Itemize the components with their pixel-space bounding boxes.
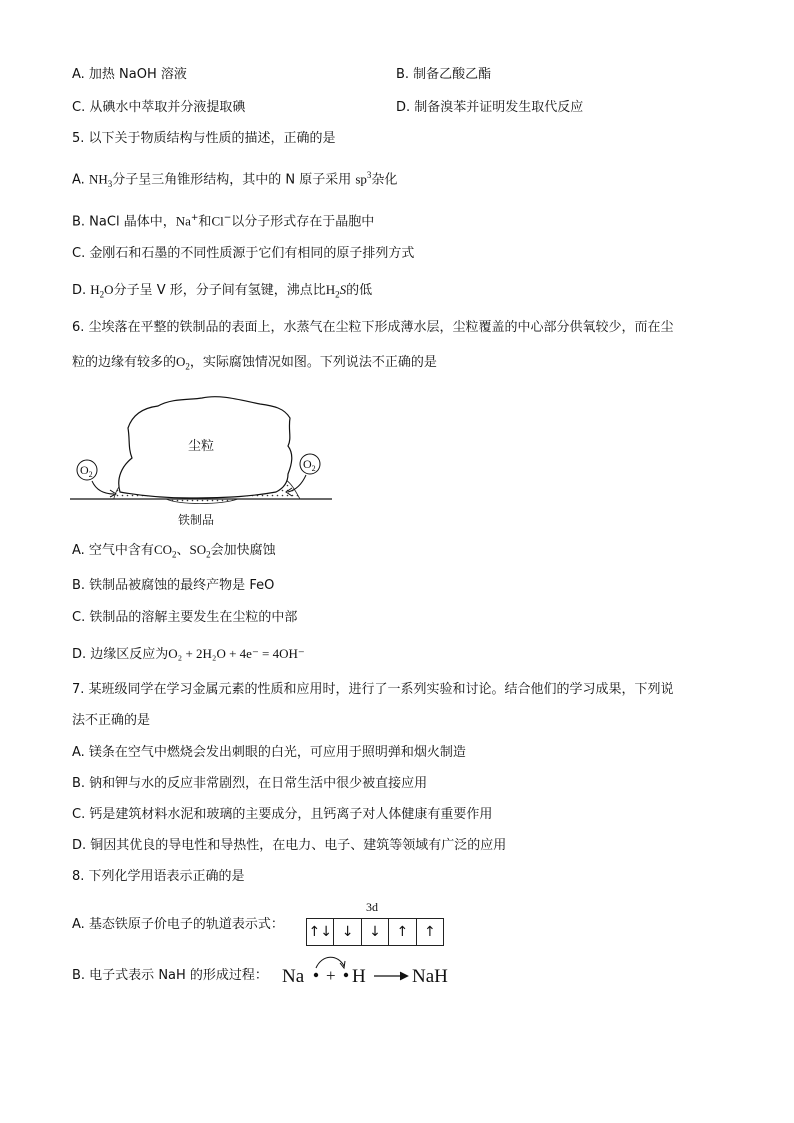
q6-a-end: 会加快腐蚀 (210, 543, 276, 558)
nah-formation-diagram (282, 950, 462, 990)
o2-label-right: $O_2$ (303, 457, 316, 473)
orbital-box: ↓ (362, 919, 389, 945)
q6-stem-end: ，实际腐蚀情况如图。下列说法不正确的是 (189, 355, 437, 370)
orbital-box: ↑ (389, 919, 416, 945)
q5-stem: 5. 以下关于物质结构与性质的描述，正确的是 (72, 131, 336, 146)
q6-option-c: C. 铁制品的溶解主要发生在尘粒的中部 (72, 610, 298, 625)
q6-option-d (72, 645, 305, 664)
q7-option-b: B. 钠和钾与水的反应非常剧烈，在日常生活中很少被直接应用 (72, 776, 428, 791)
q6-a-co: CO (153, 542, 172, 557)
q5-b-prefix: B. NaCl 晶体中， (72, 214, 176, 230)
q6-a-sub2: 2 (206, 549, 211, 560)
q5-b-end: 以分子形式存在于晶胞中 (231, 214, 375, 230)
q5-d-prefix: D. (72, 283, 91, 298)
q5-a-text: 分子呈三角锥形结构，其中的 N 原子采用 (112, 172, 356, 188)
q8-option-b: B. 电子式表示 NaH 的形成过程： (72, 968, 268, 983)
q5-b-and: 和 (198, 214, 212, 230)
na-symbol: Na (282, 966, 305, 987)
q4-option-a: A. 加热 NaOH 溶液 (72, 67, 187, 82)
q5-b-minus: − (223, 213, 232, 223)
q6-option-b: B. 铁制品被腐蚀的最终产物是 FeO (72, 578, 275, 593)
q5-b-plus: + (190, 213, 199, 223)
q5-option-b (72, 209, 374, 231)
q6-option-a (72, 541, 276, 564)
q4-option-d: D. 制备溴苯并证明发生取代反应 (396, 100, 584, 115)
reaction-arrowhead (400, 972, 408, 980)
q5-d-o: O (104, 282, 114, 297)
q7-stem-line1: 7. 某班级同学在学习金属元素的性质和应用时，进行了一系列实验和讨论。结合他们的学习成果，下列说 (72, 682, 674, 697)
q6-d-prefix: D. 边缘区反应为 (72, 647, 169, 662)
q5-d-sub: 2 (99, 289, 105, 300)
q5-a-prefix: A. (72, 172, 89, 188)
q5-a-sub: 3 (107, 178, 113, 189)
h-symbol: H (352, 966, 366, 987)
q6-stem-line1: 6. 尘埃落在平整的铁制品的表面上，水蒸气在尘粒下形成薄水层，尘粒覆盖的中心部分供氧较少，而在尘 (72, 320, 674, 335)
q7-option-d: D. 铜因其优良的导电性和导热性，在电力、电子、建筑等领域有广泛的应用 (72, 838, 507, 853)
q6-a-sub1: 2 (172, 549, 177, 560)
q6-a-prefix: A. 空气中含有 (72, 543, 154, 558)
arrow-left (92, 481, 114, 494)
plus-sign: + (326, 966, 336, 985)
q5-a-formula: NH (88, 171, 108, 187)
o2-label-left: $O_2$ (80, 463, 93, 479)
iron-label: 铁制品 (178, 513, 215, 527)
q6-d-equation: O₂ + 2H₂O + 4e⁻ = 4OH⁻ (168, 646, 305, 661)
q5-d-s: S (339, 282, 347, 297)
corrosion-pit (166, 499, 238, 504)
h-electron-dot (344, 973, 348, 977)
q4-option-b: B. 制备乙酸乙酯 (396, 67, 492, 82)
orbital-diagram (306, 918, 444, 946)
q5-a-sup: 3 (366, 170, 372, 180)
q6-stem-line2 (72, 353, 437, 376)
q8-option-a: A. 基态铁原子价电子的轨道表示式： (72, 917, 284, 932)
q5-d-end: 的低 (346, 283, 373, 298)
q6-stem-pre: 粒的边缘有较多的 (72, 355, 177, 370)
orbital-label-3d: 3d (366, 900, 378, 914)
q7-option-c: C. 钙是建筑材料水泥和玻璃的主要成分，且钙离子对人体健康有重要作用 (72, 807, 493, 822)
q7-option-a: A. 镁条在空气中燃烧会发出刺眼的白光，可应用于照明弹和烟火制造 (72, 745, 466, 760)
q5-b-cl: Cl (211, 213, 224, 229)
dust-corrosion-figure (70, 388, 340, 533)
orbital-box: ↑ (423, 924, 436, 940)
q8-stem: 8. 下列化学用语表示正确的是 (72, 869, 245, 884)
q6-stem-sub: 2 (185, 361, 190, 372)
q5-option-d (72, 281, 372, 304)
q5-b-na: Na (175, 213, 191, 229)
transfer-arrowhead (340, 961, 345, 968)
orbital-box: ↓ (334, 919, 361, 945)
q4-option-c: C. 从碘水中萃取并分液提取碘 (72, 100, 246, 115)
q6-a-so: SO (189, 542, 207, 557)
q5-d-h: H (90, 282, 100, 297)
q5-d-h2: H (325, 282, 336, 297)
q7-stem-line2: 法不正确的是 (72, 713, 151, 728)
q5-a-end: 杂化 (371, 172, 398, 188)
q6-a-sep: 、 (176, 543, 190, 558)
na-electron-dot (314, 973, 318, 977)
q5-option-a (72, 166, 397, 193)
nah-product: NaH (412, 966, 448, 987)
q6-stem-o: O (176, 354, 186, 369)
q5-a-sp: sp (355, 171, 367, 187)
dust-label: 尘粒 (188, 439, 215, 454)
q5-d-sub2: 2 (335, 289, 340, 300)
q5-d-text: 分子呈 V 形，分子间有氢键，沸点比 (113, 283, 326, 298)
orbital-box: ↑↓ (307, 919, 334, 945)
q5-option-c: C. 金刚石和石墨的不同性质源于它们有相同的原子排列方式 (72, 246, 415, 261)
